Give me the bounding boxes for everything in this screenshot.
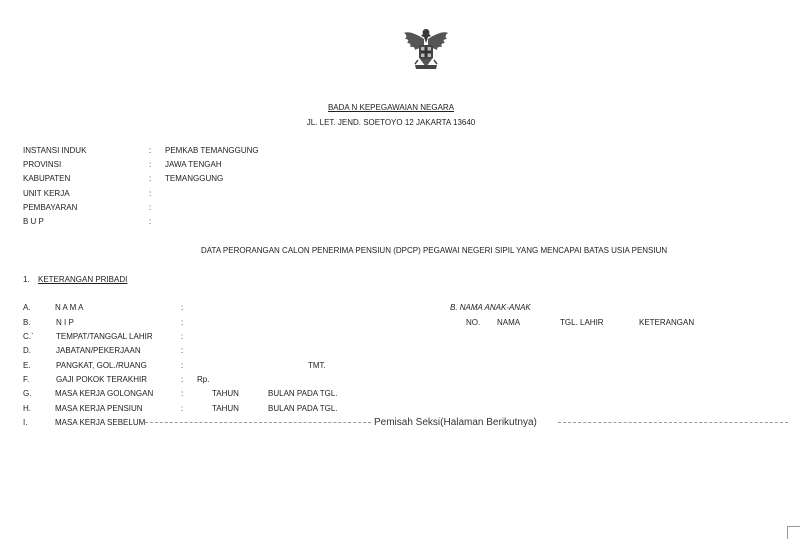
field-colon: : [181,318,184,327]
field-letter: I. [23,418,28,427]
field-letter: F. [23,375,30,384]
document-title: DATA PERORANGAN CALON PENERIMA PENSIUN (DPCP) PEGAWAI NEGERI SIPIL YANG MENCAPAI BATAS USIA PENSIUN [201,246,668,255]
section-break-line-left [140,422,371,423]
agency-address: JL. LET. JEND. SOETOYO 12 JAKARTA 13640 [306,118,476,127]
field-bulan: BULAN PADA TGL. [268,404,338,413]
children-title: B. NAMA ANAK-ANAK [450,303,531,312]
field-label-tempat-lahir: TEMPAT/TANGGAL LAHIR [56,332,153,341]
field-tahun: TAHUN [212,404,239,413]
field-colon: : [181,346,184,355]
section-break-label: Pemisah Seksi(Halaman Berikutnya) [374,417,537,428]
agency-name: BADA N KEPEGAWAIAN NEGARA [327,103,455,112]
field-colon: : [181,361,184,370]
garuda-emblem [401,27,451,73]
children-header-tgl-lahir: TGL. LAHIR [560,318,604,327]
section-break-line-right [558,422,788,423]
children-header-nama: NAMA [497,318,521,327]
field-label-masa-golongan: MASA KERJA GOLONGAN [55,389,154,398]
field-label-pangkat: PANGKAT, GOL./RUANG [56,361,147,370]
info-value-provinsi: JAWA TENGAH [165,160,222,169]
field-tahun: TAHUN [212,389,239,398]
field-label-masa-sebelum: MASA KERJA SEBELUM [55,418,146,427]
field-colon: : [181,332,184,341]
field-letter: B. [23,318,31,327]
info-label-provinsi: PROVINSI [23,160,62,169]
field-colon: : [181,389,184,398]
page-corner-marker [787,526,800,539]
field-colon: : [181,375,184,384]
info-label-kabupaten: KABUPATEN [23,174,71,183]
field-letter: D. [23,346,31,355]
children-header-keterangan: KETERANGAN [639,318,695,327]
info-label-pembayaran: PEMBAYARAN [23,203,78,212]
info-colon: : [149,189,152,198]
field-letter: H. [23,404,31,413]
info-colon: : [149,174,152,183]
info-label-unit-kerja: UNIT KERJA [23,189,70,198]
field-colon: : [181,303,184,312]
field-letter: G. [23,389,32,398]
info-value-instansi: PEMKAB TEMANGGUNG [165,146,259,155]
info-colon: : [149,203,152,212]
field-label-nip: N I P [56,318,74,327]
field-label-nama: N A M A [55,303,84,312]
section-number: 1. [23,275,30,284]
info-label-instansi: INSTANSI INDUK [23,146,87,155]
children-header-no: NO. [466,318,481,327]
info-label-bup: B U P [23,217,44,226]
field-tmt: TMT. [308,361,326,370]
field-label-masa-pensiun: MASA KERJA PENSIUN [55,404,143,413]
field-letter: A. [23,303,31,312]
field-rp: Rp. [197,375,210,384]
info-colon: : [149,146,152,155]
section-title: KETERANGAN PRIBADI [38,275,128,284]
info-value-kabupaten: TEMANGGUNG [165,174,224,183]
field-bulan: BULAN PADA TGL. [268,389,338,398]
info-colon: : [149,160,152,169]
field-colon: : [181,404,184,413]
field-letter: C.` [23,332,34,341]
field-letter: E. [23,361,31,370]
field-label-gaji: GAJI POKOK TERAKHIR [56,375,147,384]
info-colon: : [149,217,152,226]
field-label-jabatan: JABATAN/PEKERJAAN [56,346,141,355]
